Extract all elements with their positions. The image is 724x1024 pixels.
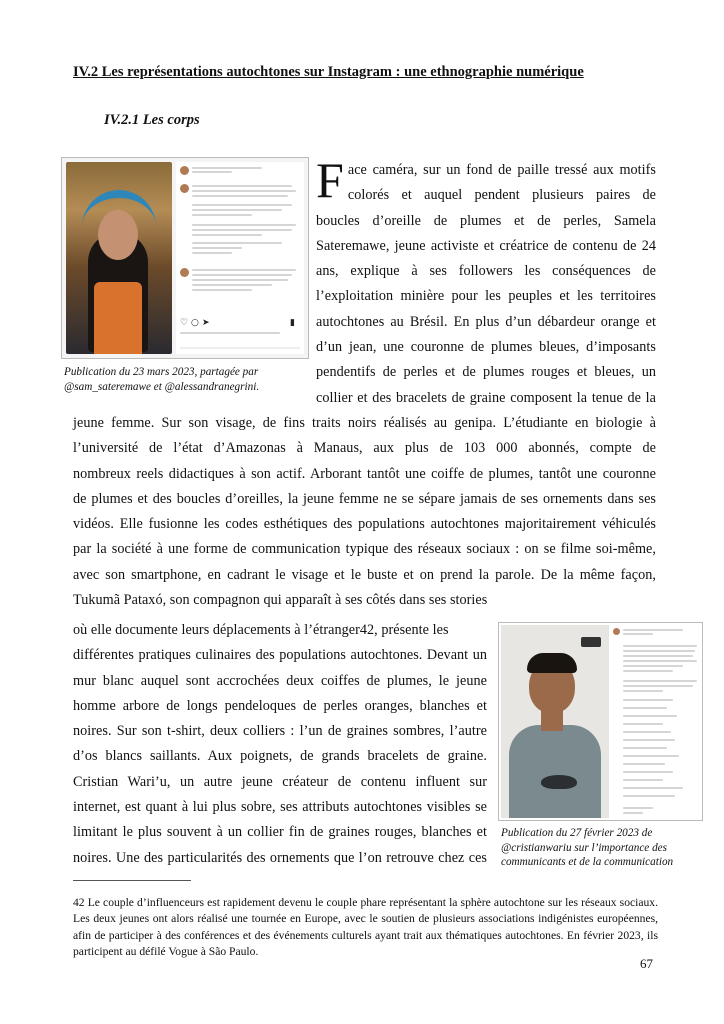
page-number: 67	[640, 956, 653, 971]
text-line: ans, explique à ses followers les conséquences de	[316, 263, 656, 280]
text-line: Sateremawe, jeune activiste et créatrice de contenu de 24	[316, 237, 656, 254]
caption-line: communicants et de la communication	[501, 856, 674, 868]
text-line: où elle documente leurs déplacements à l’étranger42, présente les	[73, 622, 449, 638]
text-line: vidéos. Elle fusionne les codes esthétiques des populations autochtones majoritairement véhiculés	[73, 516, 656, 533]
text-line: jeune femme. Sur son visage, de fins traits noirs réalisés au genipa. L’étudiante en biologie à	[73, 415, 656, 431]
post-comments-panel	[176, 162, 304, 354]
text-line: ace caméra, sur un fond de paille tressé aux motifs	[347, 162, 656, 178]
caption-line: Publication du 23 mars 2023, partagée par	[64, 366, 259, 378]
text-line: noires. Une des particularités des ornements que l’on retrouve chez ces	[73, 849, 487, 866]
footnote-separator	[73, 880, 191, 881]
portrait-photo-samela	[66, 162, 172, 354]
caption-line: @cristianwariu sur l’importance des	[501, 841, 667, 854]
caption-line: Publication du 27 février 2023 de	[501, 827, 653, 839]
text-line: avec son smartphone, en cadrant le visage et le buste et on prend la parole. De la même façon,	[73, 566, 656, 583]
text-line: boucles d’oreille de plumes et de perles, Samela	[316, 212, 656, 229]
text-line: par la société à une forme de communication typique des réseaux sociaux : on se filme soi-même,	[73, 541, 656, 558]
text-line: internet, est quant à lui plus sobre, ses attributs autochtones visibles se	[73, 799, 487, 816]
text-line: collier et des bracelets de graine composent la tenue de la	[316, 389, 656, 406]
text-line: nombreux reels didactiques à son actif. Arborant tantôt une coiffe de plumes, tantôt une couronne	[73, 465, 656, 482]
bookmark-icon: ▮	[290, 318, 295, 328]
text-line: mur blanc auquel sont accrochées deux coiffes de plumes, le jeune	[73, 672, 487, 689]
text-line: Cristian Wari’u, un autre jeune créateur de contenu influent sur	[73, 773, 487, 790]
share-icon: ➤	[202, 318, 210, 328]
text-line: d’os blancs saillants. Aux poignets, de grands bracelets de graine.	[73, 748, 487, 765]
text-line: noires. Sur son t-shirt, deux colliers : l’un de graines sombres, l’autre	[73, 723, 487, 740]
text-line: de plumes et des boucles d’oreilles, la jeune femme ne se sépare jamais de ses ornements dans ses	[73, 490, 656, 507]
section-heading: IV.2 Les représentations autochtones sur Instagram : une ethnographie numérique	[73, 64, 584, 80]
drop-cap: F	[316, 152, 344, 208]
text-line: homme arbore de longs pendeloques de perles oranges, blanches et	[73, 697, 487, 714]
instagram-screenshot-samela	[61, 157, 309, 359]
heart-icon: ♡	[180, 318, 189, 328]
caption-samela	[64, 365, 314, 394]
text-line: limitant le plus souvent à un collier fin de graines rouges, blanches et	[73, 824, 487, 841]
portrait-photo-cristian	[501, 625, 609, 818]
text-line: Tukumã Pataxó, son compagnon qui apparaît à ses côtés dans ses stories	[73, 592, 488, 609]
text-line: l’exploitation minière pour les peuples et les territoires	[316, 288, 656, 305]
body-paragraph-left	[73, 618, 487, 871]
post-comments-panel-2	[611, 625, 700, 818]
text-line: autochtones au Brésil. En plus d’un débardeur orange et	[316, 313, 656, 330]
text-line: colorés et auquel pendent plusieurs paires de	[347, 187, 656, 204]
subsection-heading: IV.2.1 Les corps	[104, 112, 200, 128]
text-line: pendentifs de perles et de plumes rouges et bleues, un	[316, 364, 656, 381]
caption-cristian	[501, 826, 706, 870]
instagram-screenshot-cristian	[498, 622, 703, 821]
comment-icon: ○	[191, 318, 199, 328]
footnote: 42 Le couple d’influenceurs est rapidement devenu le couple phare représentant la sphère autochtone sur les réseaux sociaux. Les deux jeunes ont alors réalisé une tournée en Europe, avec le soutien de plusieurs associations indigénistes européennes, afin de participer à des conférences et des événements culturels ayant trait aux thématiques autochtones. En février 2023, ils participent au défilé Vogue à São Paulo.	[73, 896, 658, 959]
text-line: d’un jean, une couronne de plumes bleues, d’imposants	[316, 339, 656, 356]
body-paragraph-full	[73, 411, 656, 613]
caption-line: @sam_sateremawe et @alessandranegrini.	[64, 380, 260, 393]
text-line: différentes pratiques culinaires des populations autochtones. Devant un	[73, 647, 487, 664]
text-line: l’université de l’état d’Amazonas à Manaus, aux plus de 103 000 abonnés, compte de	[73, 440, 656, 457]
intro-paragraph	[316, 152, 656, 411]
